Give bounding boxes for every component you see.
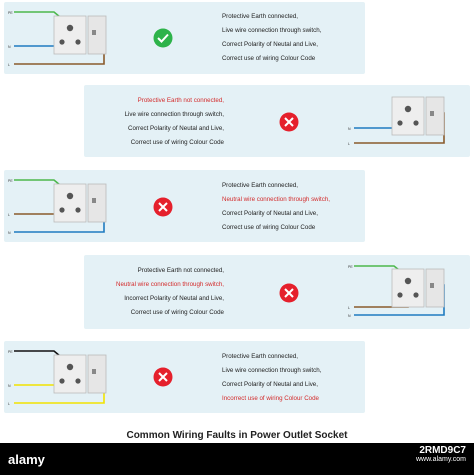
neutral-terminal-label: N (348, 127, 351, 131)
live-terminal-label: L (8, 402, 10, 406)
status-line: Neutral wire connection through switch, (116, 281, 224, 288)
status-line: Correct use of wiring Colour Code (222, 224, 316, 231)
status-line: Correct use of wiring Colour Code (130, 309, 224, 316)
earth-terminal-label: PE (348, 265, 353, 269)
switch-face (426, 269, 444, 307)
status-line: Protective Earth connected, (222, 182, 299, 189)
socket-face (54, 16, 86, 54)
scenario-panel-3 (4, 170, 365, 242)
socket-wiring-diagram-1 (4, 2, 114, 74)
scenario-panel-2 (84, 85, 470, 157)
cross-icon (153, 367, 173, 387)
status-line: Protective Earth connected, (222, 13, 299, 20)
neutral-terminal-label: N (8, 384, 11, 388)
switch-face (88, 16, 106, 54)
socket-wiring-diagram-2 (346, 85, 462, 157)
neutral-terminal-label: N (8, 45, 11, 49)
checkmark-icon (153, 28, 173, 48)
socket-face (392, 269, 424, 307)
earth-terminal-label: PE (8, 11, 13, 15)
switch-face (88, 184, 106, 222)
earth-terminal-label: PE (8, 179, 13, 183)
socket-face (54, 355, 86, 393)
watermark-footer (0, 443, 474, 475)
earth-terminal-label: PE (8, 350, 13, 354)
scenario-panel-4 (84, 255, 470, 329)
live-terminal-label: L (348, 306, 350, 310)
image-credit (416, 446, 466, 464)
status-line: Neutral wire connection through switch, (222, 196, 330, 203)
status-line: Correct use of wiring Colour Code (130, 139, 224, 146)
status-line: Live wire connection through switch, (222, 367, 322, 374)
site-url: www.alamy.com (415, 456, 466, 463)
neutral-terminal-label: N (8, 231, 11, 235)
socket-wiring-diagram-5 (4, 341, 114, 413)
status-line: Incorrect Polarity of Neutal and Live, (124, 295, 224, 302)
status-line: Protective Earth connected, (222, 353, 299, 360)
status-line: Incorrect use of wiring Colour Code (222, 395, 319, 402)
status-line: Correct Polarity of Neutal and Live, (128, 125, 224, 132)
cross-icon (153, 197, 173, 217)
switch-face (88, 355, 106, 393)
socket-face (54, 184, 86, 222)
switch-face (426, 97, 444, 135)
status-line: Protective Earth not connected, (137, 97, 224, 104)
status-line: Live wire connection through switch, (124, 111, 224, 118)
status-line: Correct use of wiring Colour Code (222, 55, 316, 62)
live-terminal-label: L (8, 213, 10, 217)
cross-icon (279, 112, 299, 132)
status-line: Correct Polarity of Neutal and Live, (222, 41, 318, 48)
diagram-title: Common Wiring Faults in Power Outlet Socket (126, 430, 348, 441)
brand-logo: alamy (8, 452, 45, 467)
scenario-panel-5 (4, 341, 365, 413)
live-terminal-label: L (8, 63, 10, 67)
cross-icon (279, 283, 299, 303)
status-line: Protective Earth not connected, (137, 267, 224, 274)
image-id: 2RMD9C7 (419, 445, 466, 456)
socket-wiring-diagram-3 (4, 170, 114, 242)
socket-face (392, 97, 424, 135)
status-line: Live wire connection through switch, (222, 27, 322, 34)
status-line: Correct Polarity of Neutal and Live, (222, 210, 318, 217)
neutral-terminal-label: N (348, 314, 351, 318)
socket-wiring-diagram-4 (346, 255, 462, 329)
status-line: Correct Polarity of Neutal and Live, (222, 381, 318, 388)
scenario-panel-1 (4, 2, 365, 74)
live-terminal-label: L (348, 142, 350, 146)
